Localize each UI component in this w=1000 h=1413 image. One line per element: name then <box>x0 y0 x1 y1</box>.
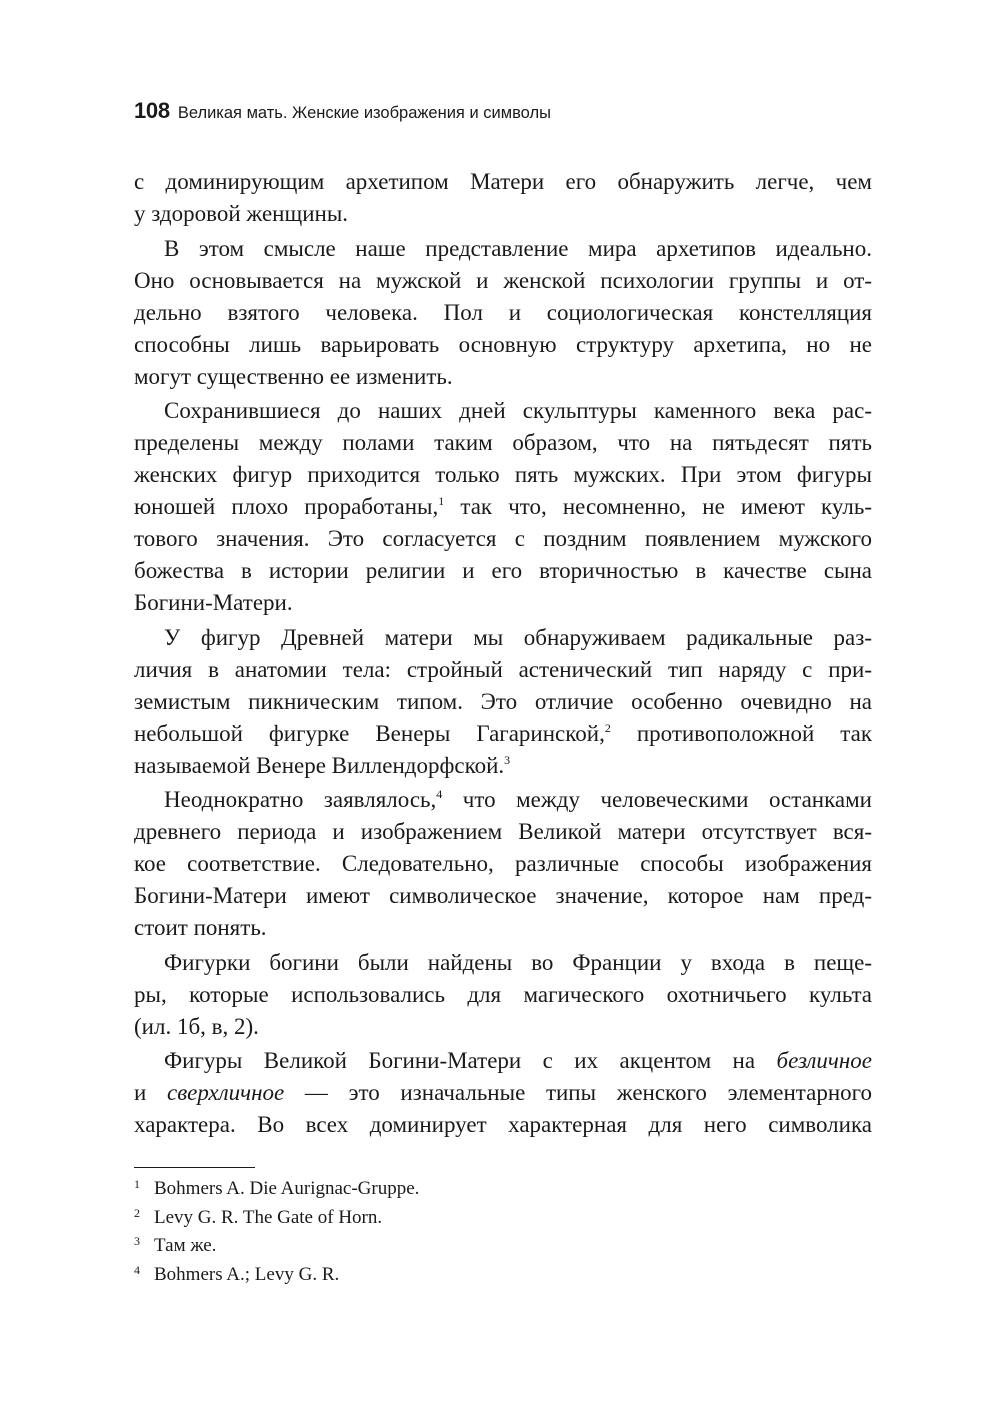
text-line: с доминирующим архетипом Матери его обнаружить легче, чем <box>134 169 872 194</box>
paragraph <box>134 947 872 1043</box>
text-line: У фигур Древней матери мы обнаруживаем радикальные раз- <box>164 624 872 650</box>
text-line: способны лишь варьировать основную структуру архетипа, но не <box>134 331 872 357</box>
text-line: Богини-Матери имеют символическое значение, которое нам пред- <box>134 883 872 908</box>
footnote-text: Bohmers A.; Levy G. R. <box>154 1263 340 1285</box>
text-line: называемой Венере Виллендорфской.$^3$ <box>134 752 511 778</box>
text-line: юношей плохо проработаны,$^1$ так что, несомненно, не имеют куль- <box>134 494 872 519</box>
text-line: земистым пикническим типом. Это отличие особенно очевидно на <box>134 688 872 714</box>
text-line: древнего периода и изображением Великой матери отсутствует вся- <box>134 819 872 844</box>
text-line: кое соответствие. Следовательно, различные способы изображения <box>134 851 872 876</box>
footnote: 3 Там же. <box>134 1234 217 1256</box>
text-line: женских фигур приходится только пять мужских. При этом фигуры <box>134 462 872 487</box>
footnote-ref[interactable]: 1 <box>438 494 445 508</box>
footnote-ref[interactable]: 2 <box>604 720 611 735</box>
body-text <box>134 166 872 1141</box>
running-header <box>134 98 551 124</box>
text-line: Неоднократно заявлялось,$^4$ что между человеческими останками <box>164 787 872 812</box>
text-line: Богини-Матери. <box>134 590 293 615</box>
paragraph <box>134 166 872 230</box>
footnote-text: Levy G. R. The Gate of Horn. <box>154 1206 383 1228</box>
text-line: дельно взятого человека. Пол и социологическая констелляция <box>134 299 872 325</box>
text-line: характера. Во всех доминирует характерная для него символика <box>134 1112 872 1137</box>
text-line: божества в истории религии и его вторичностью в качестве сына <box>134 558 872 583</box>
footnote: 2 Levy G. R. The Gate of Horn. <box>134 1205 383 1228</box>
paragraph <box>134 622 872 782</box>
footnote-text: Там же. <box>154 1235 217 1256</box>
text-line: пределены между полами таким образом, что на пятьдесят пять <box>134 430 872 455</box>
text-line: (ил. 1б, в, 2). <box>134 1013 259 1039</box>
footnote-ref[interactable]: 4 <box>436 787 443 801</box>
text-line: ры, которые использовались для магического охотничьего культа <box>134 981 872 1007</box>
text-line: небольшой фигурке Венеры Гагаринской,$^2$ противоположной так <box>134 720 873 746</box>
paragraph <box>134 1045 872 1141</box>
text-line: и сверхличное — это изначальные типы женского элементарного <box>134 1080 872 1105</box>
text-line: стоит понять. <box>134 915 267 940</box>
text-line: В этом смысле наше представление мира архетипов идеально. <box>164 235 872 261</box>
footnote-text: Bohmers A. Die Aurignac-Gruppe. <box>154 1178 420 1199</box>
text-line: Фигурки богини были найдены во Франции у входа в пеще- <box>164 949 872 975</box>
italic-term: безличное <box>776 1048 872 1073</box>
text-line: Сохранившиеся до наших дней скульптуры каменного века рас- <box>164 398 872 423</box>
text-line: Фигуры Великой Богини-Матери с их акцентом на безличное <box>164 1048 872 1073</box>
text-line: тового значения. Это согласуется с поздним появлением мужского <box>134 526 872 551</box>
text-line: Оно основывается на мужской и женской психологии группы и от- <box>134 267 872 293</box>
italic-term: сверхличное <box>166 1080 285 1105</box>
paragraph <box>134 784 872 944</box>
text-line: у здоровой женщины. <box>134 201 349 226</box>
page-number: 108 <box>134 98 170 123</box>
paragraph <box>134 233 872 393</box>
text-line: личия в анатомии тела: стройный астенический тип наряду с при- <box>134 656 872 682</box>
footnote: 4 Bohmers A.; Levy G. R. <box>134 1262 340 1285</box>
footnote: 1 Bohmers A. Die Aurignac-Gruppe. <box>134 1177 420 1199</box>
footnotes <box>134 1175 419 1289</box>
text-line: могут существенно ее изменить. <box>134 363 453 389</box>
running-title: Великая мать. Женские изображения и символы <box>177 104 551 122</box>
paragraph <box>134 395 872 619</box>
footnote-ref[interactable]: 3 <box>504 752 511 767</box>
footnote-divider <box>134 1167 255 1168</box>
